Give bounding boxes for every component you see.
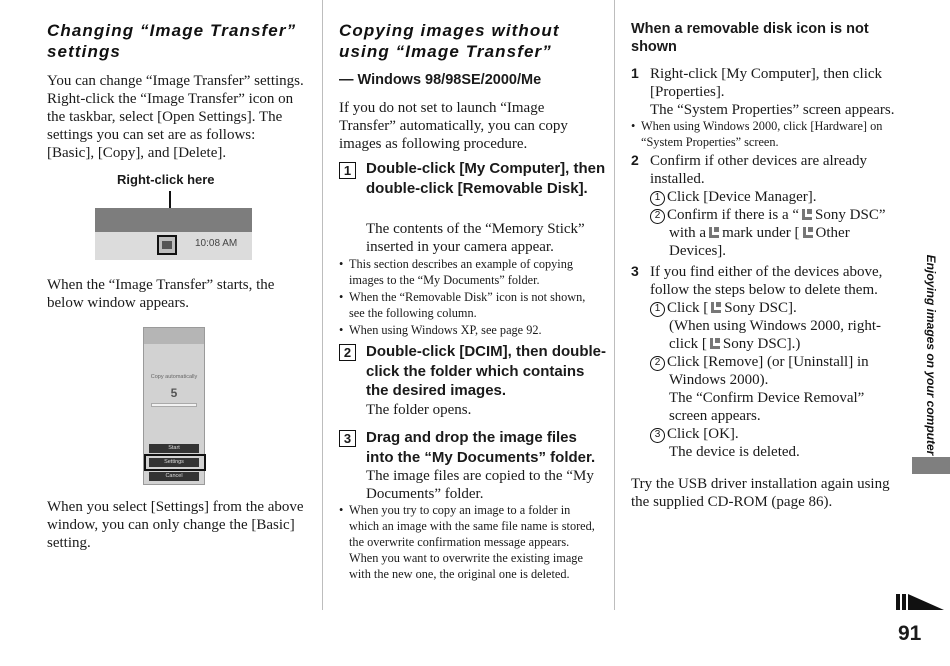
taskbar-illustration [95,208,252,260]
notes-list [339,502,601,582]
question-mark-device-icon [709,227,719,238]
os-subheading: — Windows 98/98SE/2000/Me [339,72,542,88]
step-instruction: If you find either of the devices above, follow the steps below to delete them. [650,264,883,298]
device-icon [710,338,720,349]
note-item: • When using Windows 2000, click [Hardware] on “System Properties” screen. [631,118,893,150]
substep-text: (When using Windows 2000, right-click [ [669,318,882,352]
circled-number: 2 [650,356,665,371]
column-divider [322,0,323,610]
substep-text: Sony DSC].) [722,336,801,352]
note-item: • When using Windows XP, see page 92. [339,322,601,338]
step-text [650,65,895,119]
window-count: 5 [170,386,178,400]
paragraph-change-settings: You can change “Image Transfer” settings. Right-click the “Image Transfer” icon on the taskbar, select [Open Settings]. The settings you can set are as follows: [Basic], [Copy], and [Delete]. [47,73,304,161]
note-item: • This section describes an example of copying images to the “My Documents” folder. [339,256,601,288]
section-heading: Changing “Image Transfer” settings [47,21,297,61]
step-text [650,152,895,260]
step-number-badge: 1 [339,162,356,179]
side-tab-label: Enjoying images on your computer [924,254,938,456]
step-title: Double-click [My Computer], then double-click [Removable Disk]. [366,160,606,197]
settings-highlight-frame [144,454,206,471]
substep-text: Click [OK]. [667,426,739,442]
substep [650,188,895,206]
window-title-strip [144,328,204,344]
substep-text: mark under [ [722,225,800,241]
step-number-badge: 2 [339,344,356,361]
taskbar-strip [95,208,252,232]
column-divider [614,0,615,610]
step-title: Double-click [DCIM], then double-click the folder which contains the desired images. [366,343,606,399]
substep [650,206,895,260]
paragraph-starts: When the “Image Transfer” starts, the below window appears. [47,277,275,311]
continue-arrow-icon [896,592,946,612]
side-tab-marker [912,457,950,474]
taskbar-clock: 10:08 AM [195,238,238,249]
paragraph-intro: If you do not set to launch “Image Transfer” automatically, you can copy images as following procedure. [339,100,568,152]
circled-number: 2 [650,209,665,224]
paragraph-settings-select: When you select [Settings] from the above window, you can only change the [Basic] setting. [47,499,304,551]
step-text [650,263,895,461]
device-icon [802,209,812,220]
substep-result: The device is deleted. [669,444,800,460]
image-transfer-tray-icon [157,235,177,255]
substep-text: Click [ [667,300,709,316]
note-item: • When the “Removable Disk” icon is not shown, see the following column. [339,289,601,321]
substep [650,353,895,389]
circled-number: 1 [650,302,665,317]
window-status-text: Copy automatically [150,374,198,380]
substep-text: Other Devices]. [669,225,850,259]
section-heading: When a removable disk icon is not shown [631,21,869,55]
section-heading: Copying images without using “Image Transfer” [339,21,560,61]
substep-text: Sony DSC]. [724,300,797,316]
device-icon [711,302,721,313]
notes-list [339,256,601,339]
substep-text: Sony DSC” with a [669,207,886,241]
substep-text: Click [Device Manager]. [667,189,817,205]
substep-text: Confirm if there is a “ [667,207,800,223]
step-number: 3 [631,263,639,279]
circled-number: 3 [650,428,665,443]
substep [650,299,895,317]
window-settings-button: Settings [149,458,199,467]
image-transfer-window-illustration [143,327,205,485]
step-description: The folder opens. [366,402,472,418]
page-number: 91 [898,622,922,645]
substep [650,425,895,443]
substep-text: Click [Remove] (or [Uninstall] in Windows 2000). [667,354,869,388]
step-number: 2 [631,152,639,168]
substep-result: The “Confirm Device Removal” screen appears. [669,390,865,424]
step-number: 1 [631,65,639,81]
step-instruction: Confirm if other devices are already installed. [650,153,867,187]
step-description: The image files are copied to the “My Documents” folder. [366,468,594,502]
circled-number: 1 [650,191,665,206]
step-title: Drag and drop the image files into the “My Documents” folder. [366,429,596,466]
substep-note [650,317,895,353]
step-number-badge: 3 [339,430,356,447]
note-item: • When you try to copy an image to a folder in which an image with the same file name is stored, the overwrite confirmation message appears. When you want to overwrite the existing image with the new one, the original one is deleted. [339,502,601,582]
window-cancel-button: Cancel [149,472,199,481]
window-start-button: Start [149,444,199,453]
paragraph-retry: Try the USB driver installation again using the supplied CD-ROM (page 86). [631,476,890,510]
step-result: The “System Properties” screen appears. [650,102,895,118]
window-progress-bar [151,403,197,407]
step-instruction: Right-click [My Computer], then click [Properties]. [650,66,883,100]
callout-label: Right-click here [117,172,215,187]
other-devices-icon [803,227,813,238]
step-description: The contents of the “Memory Stick” inserted in your camera appear. [366,221,585,255]
